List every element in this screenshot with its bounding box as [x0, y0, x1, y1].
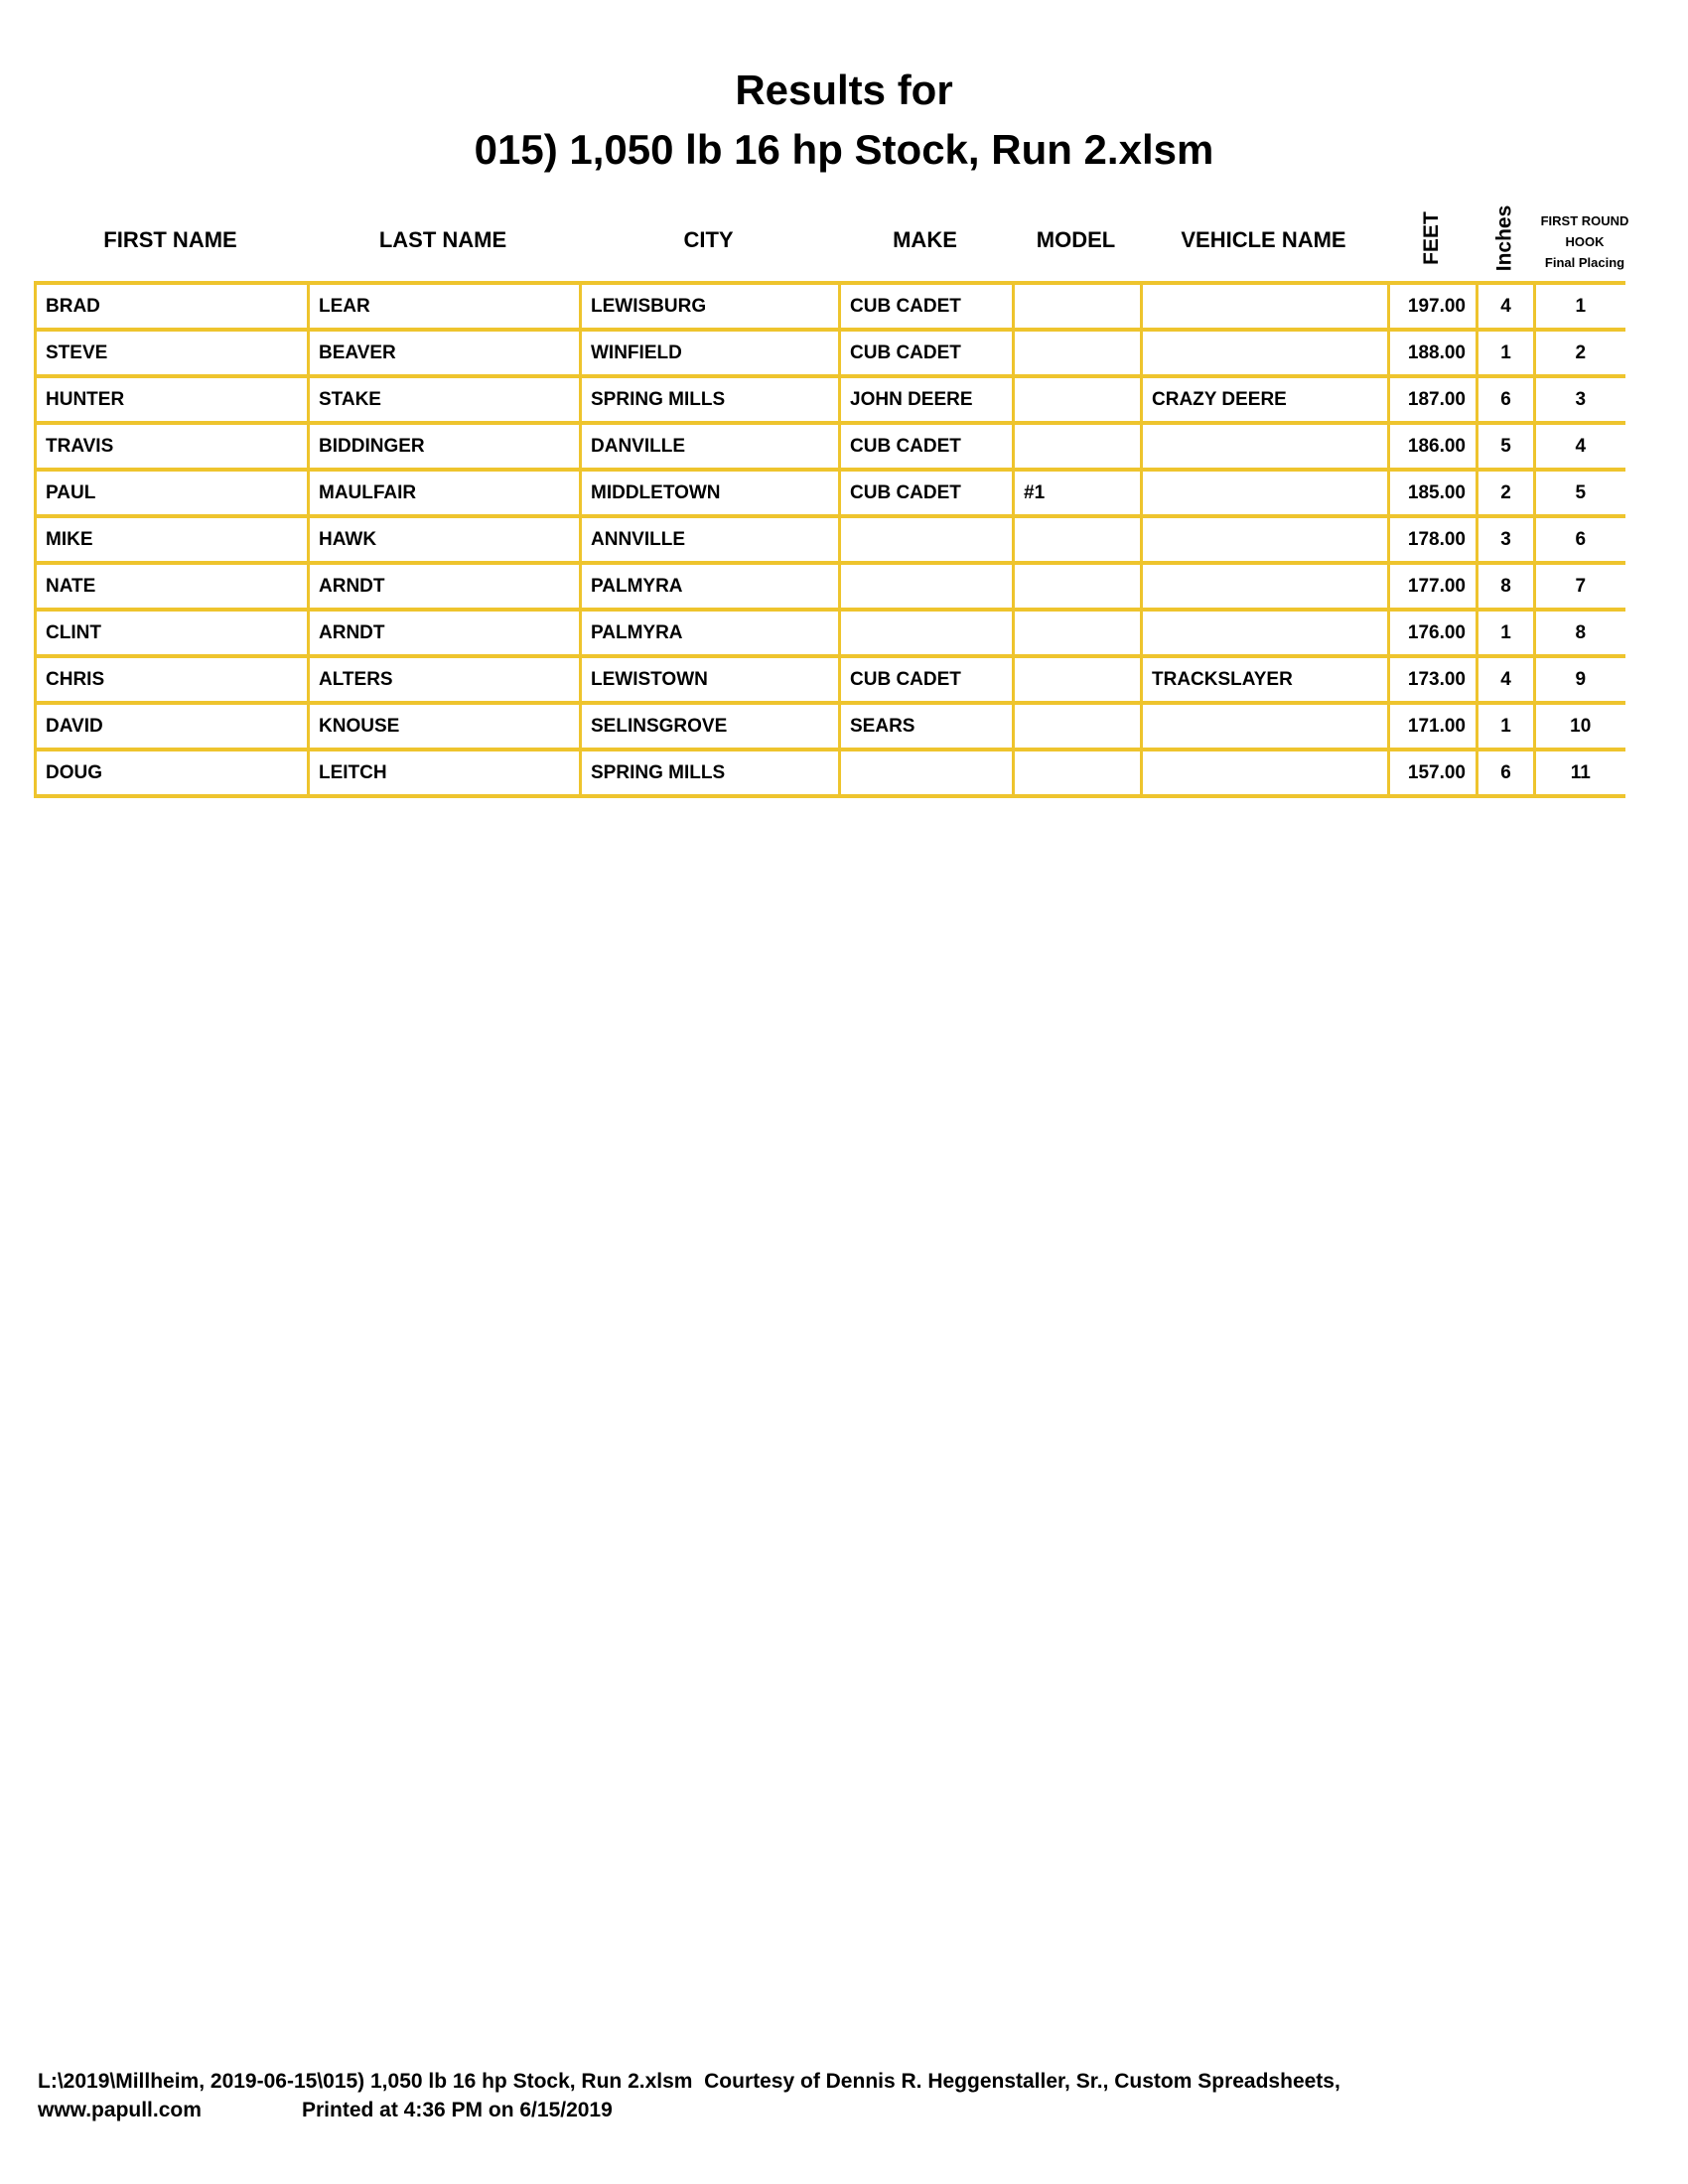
- cell-placing: 11: [1535, 750, 1625, 796]
- cell-make: SEARS: [840, 703, 1014, 750]
- results-table: [34, 281, 1625, 798]
- cell-inches: 5: [1477, 423, 1535, 470]
- cell-make: CUB CADET: [840, 470, 1014, 516]
- table-row: [36, 703, 1625, 750]
- cell-placing: 1: [1535, 283, 1625, 330]
- hook-header-line1: FIRST ROUND: [1540, 213, 1629, 228]
- table-row: [36, 610, 1625, 656]
- cell-vehicle-name: [1142, 563, 1389, 610]
- cell-first-name: BRAD: [36, 283, 309, 330]
- footer-website: www.papull.com: [38, 2099, 202, 2121]
- cell-first-name: DOUG: [36, 750, 309, 796]
- cell-model: [1014, 563, 1142, 610]
- results-table-area: [34, 199, 1662, 893]
- cell-first-name: TRAVIS: [36, 423, 309, 470]
- cell-make: JOHN DEERE: [840, 376, 1014, 423]
- cell-placing: 3: [1535, 376, 1625, 423]
- cell-feet: 157.00: [1389, 750, 1477, 796]
- table-row: [36, 283, 1625, 330]
- cell-last-name: LEAR: [309, 283, 581, 330]
- column-header-inches: Inches: [1492, 205, 1515, 272]
- cell-last-name: BEAVER: [309, 330, 581, 376]
- cell-feet: 177.00: [1389, 563, 1477, 610]
- page-title: [0, 66, 1688, 175]
- cell-vehicle-name: [1142, 610, 1389, 656]
- cell-make: CUB CADET: [840, 330, 1014, 376]
- cell-make: [840, 610, 1014, 656]
- table-row: [36, 470, 1625, 516]
- cell-city: LEWISBURG: [581, 283, 840, 330]
- cell-first-name: MIKE: [36, 516, 309, 563]
- table-row: [36, 563, 1625, 610]
- cell-model: [1014, 423, 1142, 470]
- column-header-vehicle-name: VEHICLE NAME: [1181, 227, 1346, 252]
- cell-inches: 8: [1477, 563, 1535, 610]
- cell-last-name: BIDDINGER: [309, 423, 581, 470]
- footer-file-path: L:\2019\Millheim, 2019-06-15\015) 1,050 lb 16 hp Stock, Run 2.xlsm Courtesy of Dennis R. Heggenstaller, Sr., Custom Spreadsheets,: [38, 2070, 1340, 2093]
- cell-city: DANVILLE: [581, 423, 840, 470]
- cell-city: SELINSGROVE: [581, 703, 840, 750]
- page-title-line1: Results for: [735, 67, 953, 113]
- cell-placing: 5: [1535, 470, 1625, 516]
- cell-model: [1014, 656, 1142, 703]
- cell-first-name: STEVE: [36, 330, 309, 376]
- cell-vehicle-name: [1142, 516, 1389, 563]
- cell-last-name: ALTERS: [309, 656, 581, 703]
- cell-vehicle-name: TRACKSLAYER: [1142, 656, 1389, 703]
- cell-make: CUB CADET: [840, 423, 1014, 470]
- cell-make: [840, 516, 1014, 563]
- cell-inches: 2: [1477, 470, 1535, 516]
- cell-first-name: CLINT: [36, 610, 309, 656]
- column-header-first-name: FIRST NAME: [103, 227, 237, 252]
- table-row: [36, 376, 1625, 423]
- cell-city: PALMYRA: [581, 563, 840, 610]
- column-header-model: MODEL: [1036, 227, 1116, 252]
- cell-inches: 6: [1477, 376, 1535, 423]
- cell-feet: 188.00: [1389, 330, 1477, 376]
- cell-model: [1014, 703, 1142, 750]
- cell-inches: 3: [1477, 516, 1535, 563]
- cell-city: MIDDLETOWN: [581, 470, 840, 516]
- cell-feet: 185.00: [1389, 470, 1477, 516]
- cell-last-name: ARNDT: [309, 610, 581, 656]
- cell-vehicle-name: [1142, 750, 1389, 796]
- cell-feet: 173.00: [1389, 656, 1477, 703]
- column-header-last-name: LAST NAME: [378, 227, 507, 252]
- cell-feet: 176.00: [1389, 610, 1477, 656]
- cell-make: [840, 563, 1014, 610]
- cell-model: #1: [1014, 470, 1142, 516]
- cell-last-name: HAWK: [309, 516, 581, 563]
- cell-inches: 1: [1477, 610, 1535, 656]
- hook-header-line2: HOOK: [1565, 234, 1605, 249]
- table-row: [36, 516, 1625, 563]
- cell-placing: 2: [1535, 330, 1625, 376]
- cell-placing: 7: [1535, 563, 1625, 610]
- cell-make: CUB CADET: [840, 283, 1014, 330]
- cell-inches: 1: [1477, 330, 1535, 376]
- table-row: [36, 656, 1625, 703]
- cell-city: PALMYRA: [581, 610, 840, 656]
- cell-first-name: DAVID: [36, 703, 309, 750]
- column-header-make: MAKE: [893, 227, 957, 252]
- cell-model: [1014, 516, 1142, 563]
- cell-placing: 6: [1535, 516, 1625, 563]
- page-title-line2: 015) 1,050 lb 16 hp Stock, Run 2.xlsm: [474, 126, 1214, 173]
- column-header-city: CITY: [683, 227, 734, 252]
- cell-last-name: ARNDT: [309, 563, 581, 610]
- cell-model: [1014, 610, 1142, 656]
- cell-vehicle-name: [1142, 330, 1389, 376]
- cell-last-name: LEITCH: [309, 750, 581, 796]
- cell-model: [1014, 376, 1142, 423]
- cell-vehicle-name: [1142, 283, 1389, 330]
- cell-vehicle-name: [1142, 470, 1389, 516]
- cell-feet: 171.00: [1389, 703, 1477, 750]
- cell-make: [840, 750, 1014, 796]
- cell-last-name: MAULFAIR: [309, 470, 581, 516]
- cell-make: CUB CADET: [840, 656, 1014, 703]
- cell-inches: 1: [1477, 703, 1535, 750]
- cell-city: SPRING MILLS: [581, 750, 840, 796]
- cell-model: [1014, 330, 1142, 376]
- cell-city: WINFIELD: [581, 330, 840, 376]
- cell-city: LEWISTOWN: [581, 656, 840, 703]
- column-header-first-round-hook: [1515, 210, 1654, 273]
- cell-placing: 9: [1535, 656, 1625, 703]
- cell-vehicle-name: [1142, 703, 1389, 750]
- column-header-feet: FEET: [1419, 211, 1443, 265]
- cell-inches: 4: [1477, 283, 1535, 330]
- cell-placing: 8: [1535, 610, 1625, 656]
- cell-first-name: CHRIS: [36, 656, 309, 703]
- cell-vehicle-name: CRAZY DEERE: [1142, 376, 1389, 423]
- cell-feet: 178.00: [1389, 516, 1477, 563]
- table-row: [36, 330, 1625, 376]
- cell-last-name: STAKE: [309, 376, 581, 423]
- table-row: [36, 423, 1625, 470]
- cell-inches: 4: [1477, 656, 1535, 703]
- footer-printed-timestamp: Printed at 4:36 PM on 6/15/2019: [302, 2099, 613, 2121]
- footer-line2: [38, 2096, 1646, 2124]
- cell-first-name: NATE: [36, 563, 309, 610]
- hook-header-line3: Final Placing: [1544, 255, 1625, 270]
- cell-feet: 186.00: [1389, 423, 1477, 470]
- cell-feet: 197.00: [1389, 283, 1477, 330]
- cell-city: SPRING MILLS: [581, 376, 840, 423]
- cell-first-name: HUNTER: [36, 376, 309, 423]
- page-footer: [38, 2067, 1646, 2124]
- results-table-body: [36, 283, 1625, 796]
- cell-feet: 187.00: [1389, 376, 1477, 423]
- cell-first-name: PAUL: [36, 470, 309, 516]
- cell-inches: 6: [1477, 750, 1535, 796]
- cell-placing: 10: [1535, 703, 1625, 750]
- cell-model: [1014, 750, 1142, 796]
- cell-placing: 4: [1535, 423, 1625, 470]
- cell-vehicle-name: [1142, 423, 1389, 470]
- cell-model: [1014, 283, 1142, 330]
- table-row: [36, 750, 1625, 796]
- cell-city: ANNVILLE: [581, 516, 840, 563]
- cell-last-name: KNOUSE: [309, 703, 581, 750]
